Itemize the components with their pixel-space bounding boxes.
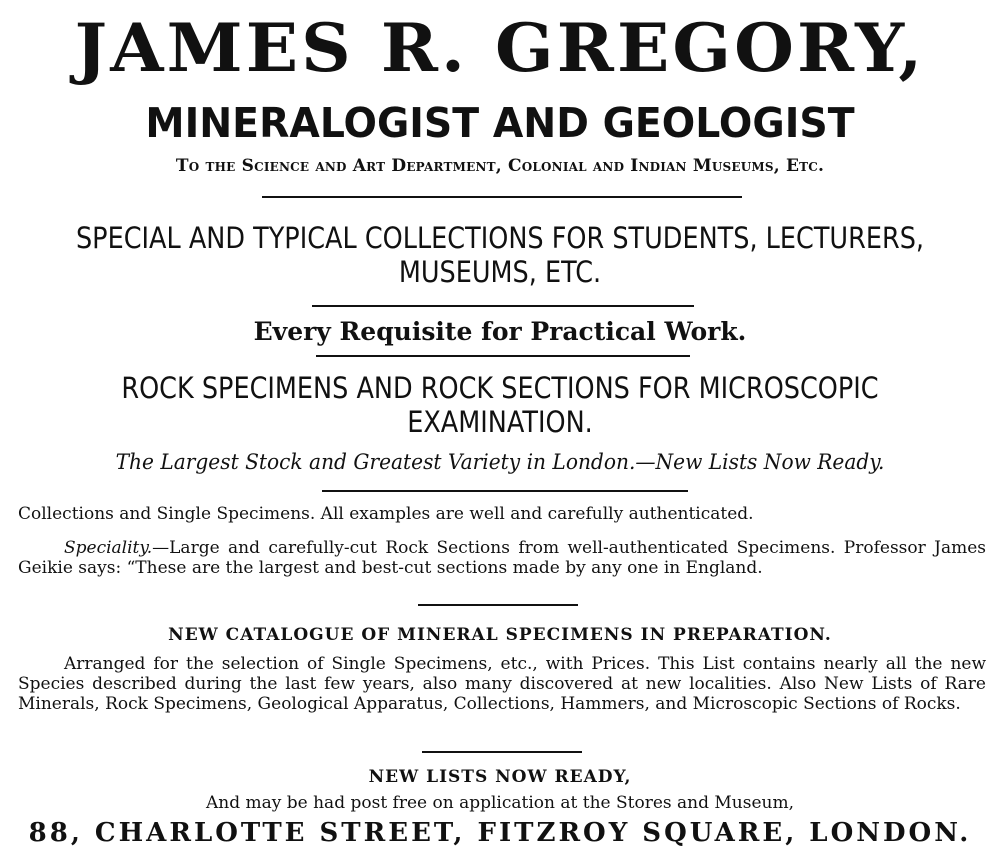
profession-heading: MINERALOGIST AND GEOLOGIST [145,99,855,147]
divider-rule [262,196,742,198]
divider-rule [422,751,582,753]
speciality-label: Speciality. [64,538,153,558]
speciality-text: —Large and carefully-cut Rock Sections from well-authenticated Specimens. Professor James Geikie says: “These are the largest and best-cut sections made by any one in England. [18,538,986,578]
address-line: 88, CHARLOTTE STREET, FITZROY SQUARE, LONDON. [28,818,972,848]
rock-heading-line-1: ROCK SPECIMENS AND ROCK SECTIONS FOR MICROSCOPIC [121,371,879,405]
collections-heading-line-2: MUSEUMS, ETC. [398,255,602,289]
divider-rule [316,355,690,357]
post-free-line: And may be had post free on application at the Stores and Museum, [205,793,794,813]
divider-rule [418,604,578,606]
divider-rule [322,490,688,492]
new-lists-heading: NEW LISTS NOW READY, [368,767,632,787]
rock-heading-line-2: EXAMINATION. [407,405,593,439]
collections-heading-line-1: SPECIAL AND TYPICAL COLLECTIONS FOR STUDENTS, LECTURERS, [75,221,925,255]
stock-line: The Largest Stock and Greatest Variety in London.—New Lists Now Ready. [115,450,885,474]
advertiser-name: JAMES R. GREGORY, [74,9,926,87]
speciality-paragraph [18,538,986,578]
appointment-line: To the Science and Art Department, Colonial and Indian Museums, Etc. [175,156,825,176]
catalogue-paragraph: Arranged for the selection of Single Specimens, etc., with Prices. This List contains nearly all the new Species described during the last few years, also many discovered at new localities. Also New Lists of Rare Minerals, Rock Specimens, Geological Apparatus, Collections, Hammers, and Microscopic Sections of Rocks. [18,654,986,714]
divider-rule [312,305,694,307]
catalogue-heading: NEW CATALOGUE OF MINERAL SPECIMENS IN PREPARATION. [168,625,832,645]
requisite-line: Every Requisite for Practical Work. [253,317,747,346]
single-specimens-line: Collections and Single Specimens. All examples are well and carefully authenticated. [18,504,754,524]
